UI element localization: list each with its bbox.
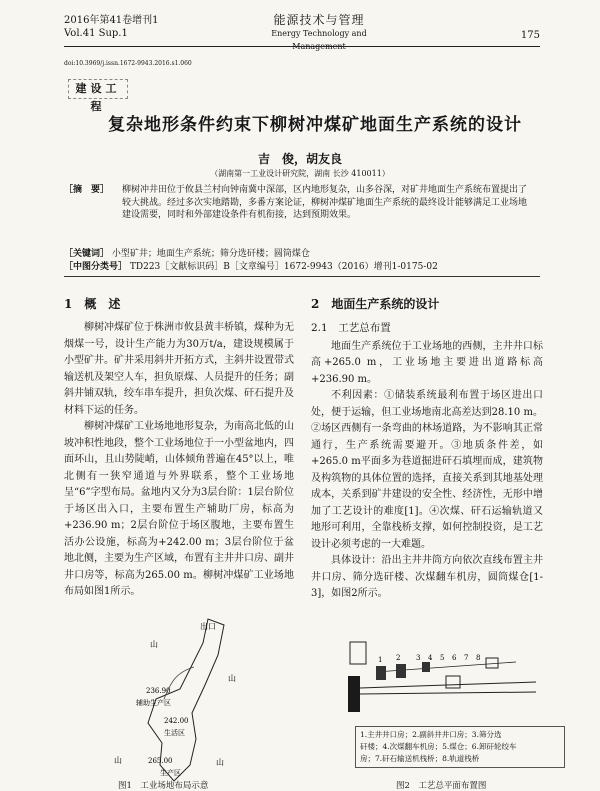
affiliation: （湖南第一工业设计研究院，湖南 长沙 410011）	[210, 169, 390, 178]
fig1-label: 236.90	[146, 687, 171, 695]
fig1-label: 出口	[200, 622, 216, 631]
section-heading-2: 2 地面生产系统的设计	[311, 297, 440, 311]
fig2-number: 7	[464, 654, 469, 662]
figure-2-building	[446, 676, 460, 688]
fig2-number: 3	[416, 654, 421, 662]
figure-2-building	[396, 664, 406, 678]
figure-2-conveyor	[360, 692, 536, 694]
fig1-label: 辅助生产区	[136, 699, 171, 707]
fig1-label: 生活区	[164, 729, 185, 737]
paragraph: 具体设计：沿出主井井筒方向依次直线布置主井井口房、筛分选矸楼、次煤翻车机房，圆筒煤仓[1-3]，如图2所示。	[311, 555, 543, 599]
paragraph: 不利因素：①储装系统最利布置于场区进出口处，便于运输，但工业场地南北高差达到28.10 m。②场区西侧有一条弯曲的林场道路，为不影响其正常通行，生产系统需要避开。③地质条件差，如+265.0 m平面多为巷道掘进矸石填埋而成，建筑物及构筑物的具体位置的选择，直接关系到其地基处理成本，关系到矿井建设的安全性、经济性，无形中增加了工艺设计的难度[1]。④次煤、矸石运输轨道又地形可利用，全靠栈桥支撑，如何控制投资，是工艺设计必须考虑的一大难题。	[311, 390, 543, 550]
left-column	[64, 296, 294, 601]
figure-2-building	[486, 658, 498, 668]
classification	[64, 261, 534, 274]
fig1-label: 242.00	[164, 717, 189, 725]
classification-label: ［中图分类号］	[64, 262, 128, 272]
fig2-number: 2	[396, 654, 401, 662]
meta-rule	[64, 276, 540, 277]
keywords-text: 小型矿井；地面生产系统；筛分选矸楼；圆筒煤仓	[111, 249, 310, 259]
right-column	[311, 296, 543, 603]
fig2-number: 4	[428, 654, 433, 662]
journal-info	[254, 14, 384, 53]
classification-text: TD223［文献标识码］B［文章编号］1672-9943（2016）增刊1-0175-02	[129, 262, 438, 272]
figure-2-building	[350, 642, 366, 664]
issue-info	[64, 14, 159, 40]
fig1-label: 山	[216, 758, 224, 767]
legend-line: 矸楼；4.次煤翻车机房；5.煤仓；6.卸矸轮绞车	[360, 742, 517, 751]
fig2-number: 6	[452, 654, 457, 662]
figure-2-caption: 图2 工艺总平面布置图	[396, 781, 487, 791]
page-number: 175	[520, 30, 540, 41]
figure-2-conveyor	[360, 682, 536, 688]
header-rule	[64, 46, 540, 47]
fig1-label: 生产区	[160, 769, 181, 777]
journal-en: Energy Technology and Management	[271, 29, 367, 51]
section-heading-1: 1 概 述	[64, 297, 121, 311]
figure-2-building	[422, 662, 430, 672]
fig2-number: 1	[378, 656, 383, 664]
fig1-label: 265.00	[148, 757, 173, 765]
journal-cn: 能源技术与管理	[273, 13, 365, 27]
abstract-label: ［摘 要］	[64, 185, 110, 195]
issue-en: Vol.41 Sup.1	[64, 28, 128, 39]
paragraph: 柳树冲煤矿位于株洲市攸县黄丰桥镇，煤种为无烟煤一号，设计生产能力为30万t/a，建设规模属于小型矿井。矿井采用斜井开拓方式，主斜井设置带式输送机及架空人车，担负原煤、人员提升的任务；副斜井铺双轨，绞车串车提升，担负次煤、矸石提升及材料下运的任务。	[64, 322, 294, 416]
keywords-label: ［关键词］	[64, 249, 110, 259]
figure-1-caption: 图1 工业场地布局示意	[118, 781, 209, 791]
figure-2-process-layout	[336, 632, 552, 726]
paragraph: 地面生产系统位于工业场地的西侧，主井井口标高+265.0 m，工业场地主要进出道路标高+236.90 m。	[311, 340, 543, 385]
figure-1-site-layout	[100, 615, 250, 785]
paragraph: 柳树冲煤矿工业场地地形复杂，为南高北低的山坡冲积性地段，整个工业场地位于一小型盆地内，四面环山，且山势陡峭，山体倾角普遍在45°以上，唯北侧有一狭窄通道与外界联系，整个工业场地呈“6”字型布局。盆地内又分为3层台阶：1层台阶位于场区出入口，主要布置生产辅助厂房，标高为+236.90 m；2层台阶位于场区腹地，主要布置生活办公设施，标高为+242.00 m；3层台阶位于盆地北侧，主要为生产区域，布置有主井井口房、副井井口房等，标高为265.00 m。柳树冲煤矿工业场地布局如图1所示。	[64, 421, 294, 597]
fig1-label: 山	[228, 674, 236, 683]
fig2-number: 8	[476, 654, 481, 662]
abstract-text: 柳树冲井田位于攸县兰村向钟南冀中深部，区内地形复杂，山多谷深，对矿井地面生产系统布置提出了较大挑战。经过多次实地踏勘，多番方案论证，柳树冲煤矿地面生产系统的最终设计能够满足工业场地建设需要，同时和外部建设条件有机衔接，达到预期效果。	[122, 185, 528, 221]
abstract	[64, 184, 534, 222]
running-header	[64, 13, 540, 51]
legend-line: 1.主井井口房；2.副斜井井口房；3.筛分选	[360, 730, 502, 739]
figure-2-legend	[355, 726, 565, 768]
issue-cn: 2016年第41卷增刊1	[64, 15, 159, 26]
doi: doi:10.3969/j.issn.1672-9943.2016.s1.060	[64, 60, 192, 67]
article-title: 复杂地形条件约束下柳树冲煤矿地面生产系统的设计	[108, 115, 522, 135]
keywords	[64, 248, 534, 261]
authors: 吉 俊，胡友良	[257, 152, 342, 166]
figure-2-building	[376, 666, 386, 680]
fig1-label: 山	[150, 640, 158, 649]
figure-2-shaft-block	[348, 676, 360, 712]
subsection-heading: 2.1 工艺总布置	[311, 322, 391, 334]
legend-line: 房；7.矸石输送机栈桥；8.轨道栈桥	[360, 754, 480, 763]
fig2-number: 5	[440, 654, 445, 662]
column-label: 建设工程	[68, 79, 128, 99]
fig1-label: 山	[114, 756, 122, 765]
